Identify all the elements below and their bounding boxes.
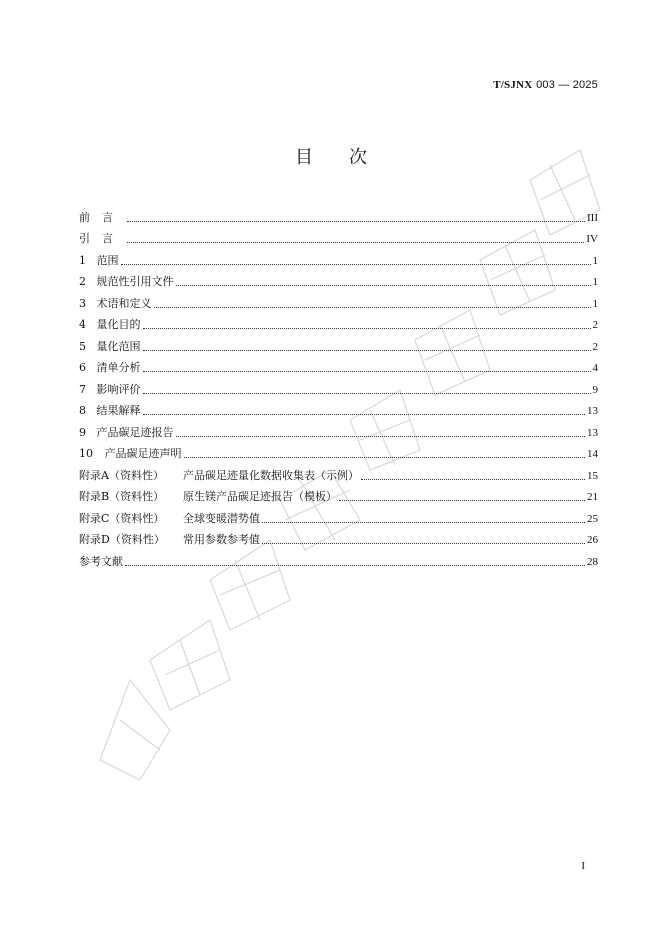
toc-leader-dots <box>184 456 586 458</box>
footer-page-number: I <box>581 860 585 872</box>
toc-entry-label: 4 量化目的 <box>79 318 141 331</box>
toc-page-number: 21 <box>587 491 598 503</box>
toc-page-number: 4 <box>592 362 598 374</box>
toc-entry-9[interactable] <box>79 418 598 440</box>
toc-leader-dots <box>121 263 591 265</box>
toc-leader-dots <box>127 241 584 243</box>
toc-page-number: 15 <box>587 469 598 482</box>
toc-entry-label: 附录A（资料性） 产品碳足迹量化数据收集表（示例） <box>79 468 359 482</box>
toc-leader-dots <box>361 478 585 480</box>
toc-entry-label: 10 产品碳足迹声明 <box>79 447 182 460</box>
toc-entry-4[interactable] <box>79 311 598 333</box>
toc-leader-dots <box>176 284 591 286</box>
toc-page-number: 13 <box>587 405 598 417</box>
standard-code-prefix: T/SJNX <box>493 79 533 91</box>
toc-leader-dots <box>127 220 585 222</box>
toc-entry-3[interactable] <box>79 289 598 311</box>
toc-entry-label: 8 结果解释 <box>79 404 141 417</box>
toc-page-number: 2 <box>592 340 598 353</box>
page-title: 目次 <box>295 147 403 168</box>
toc-entry-1[interactable] <box>79 246 598 268</box>
table-of-contents <box>79 203 598 569</box>
standard-code <box>493 78 598 91</box>
toc-entry-appendix-d[interactable] <box>79 526 598 548</box>
toc-entry-label: 5 量化范围 <box>79 339 141 353</box>
toc-entry-label: 附录B（资料性） 原生镁产品碳足迹报告（模板） <box>79 490 337 503</box>
toc-entry-label: 附录D（资料性） 常用参数参考值 <box>79 533 260 546</box>
toc-page-number: 1 <box>592 254 598 267</box>
toc-leader-dots <box>143 413 586 415</box>
toc-entry-10[interactable] <box>79 440 598 462</box>
toc-entry-8[interactable] <box>79 397 598 419</box>
toc-entry-5[interactable] <box>79 332 598 354</box>
toc-entry-label: 1 范围 <box>79 253 119 267</box>
toc-entry-label: 引言 <box>79 232 125 245</box>
toc-entry-label: 9 产品碳足迹报告 <box>79 425 174 439</box>
toc-entry-label: 附录C（资料性） 全球变暖潜势值 <box>79 511 260 525</box>
toc-entry-introduction[interactable] <box>79 225 598 247</box>
toc-entry-7[interactable] <box>79 375 598 397</box>
toc-entry-foreword[interactable] <box>79 203 598 225</box>
toc-leader-dots <box>143 370 591 372</box>
toc-page-number: 25 <box>587 512 598 525</box>
toc-page-number: 1 <box>592 297 598 310</box>
toc-page-number: 28 <box>587 555 598 568</box>
standard-code-number-year: 003 — 2025 <box>536 79 598 91</box>
toc-leader-dots <box>154 306 591 308</box>
toc-entry-appendix-b[interactable] <box>79 483 598 505</box>
toc-page-number: 9 <box>592 383 598 396</box>
toc-page-number: III <box>587 211 598 224</box>
toc-entry-appendix-a[interactable] <box>79 461 598 483</box>
toc-page-number: 2 <box>592 319 598 331</box>
toc-leader-dots <box>176 435 586 437</box>
toc-entry-label: 参考文献 <box>79 554 123 568</box>
toc-leader-dots <box>143 327 591 329</box>
toc-leader-dots <box>143 349 591 351</box>
toc-entry-label: 3 术语和定义 <box>79 296 152 310</box>
toc-leader-dots <box>143 392 591 394</box>
toc-entry-label: 2 规范性引用文件 <box>79 275 174 288</box>
toc-leader-dots <box>125 564 585 566</box>
toc-page-number: 13 <box>587 426 598 439</box>
toc-leader-dots <box>262 521 585 523</box>
toc-leader-dots <box>262 542 585 544</box>
toc-entry-label: 前言 <box>79 210 125 224</box>
toc-page-number: 1 <box>592 276 598 288</box>
toc-page-number: IV <box>586 233 598 245</box>
toc-entry-label: 6 清单分析 <box>79 361 141 374</box>
toc-entry-6[interactable] <box>79 354 598 376</box>
toc-page-number: 26 <box>587 534 598 546</box>
toc-entry-appendix-c[interactable] <box>79 504 598 526</box>
toc-page-number: 14 <box>587 448 598 460</box>
toc-leader-dots <box>339 499 585 501</box>
toc-entry-2[interactable] <box>79 268 598 290</box>
toc-entry-references[interactable] <box>79 547 598 569</box>
toc-entry-label: 7 影响评价 <box>79 382 141 396</box>
